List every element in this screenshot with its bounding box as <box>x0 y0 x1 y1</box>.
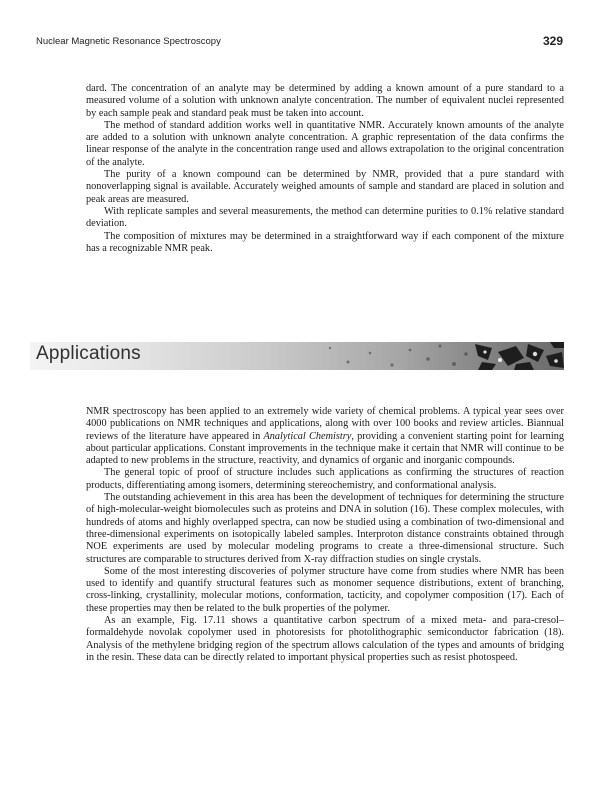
paragraph: The purity of a known compound can be determined by NMR, provided that a pure standard with nonoverlapping signal is available. Accurately weighed amounts of sample and standard are placed in solution and peak areas are measured. <box>86 169 564 205</box>
running-title: Nuclear Magnetic Resonance Spectroscopy <box>36 36 221 47</box>
paragraph: The outstanding achievement in this area has been the development of techniques for determining the structure of high-molecular-weight biomolecules such as proteins and DNA in solution (16). These complex molecules, with hundreds of atoms and highly overlapped spectra, can now be studied using a combination of two-dimensional and three-dimensional experiments on isotopically labeled samples. Interproton distance constraints obtained through NOE experiments are used by molecular modeling programs to create a three-dimensional structure. Such structures are comparable to structures derived from X-ray diffraction studies on single crystals. <box>86 492 564 565</box>
paragraph-text: , providing a convenient starting point for learning about particular applications. Constant improvements in the technique make it certain that NMR will continue to be adapted to new problems in the structure, reactivity, and dynamics of organic and inorganic compounds. <box>86 430 564 467</box>
page-number: 329 <box>542 34 563 48</box>
paragraph: The method of standard addition works well in quantitative NMR. Accurately known amounts of the analyte are added to a solution with unknown analyte concentration. A graphic representation of the data confirms the linear response of the analyte in the concentration range used and allows extrapolation to the original concentration of the analyte. <box>86 119 564 168</box>
paragraph: The general topic of proof of structure includes such applications as confirming the structures of reaction products, differentiating among isomers, determining stereochemistry, and conformational analysis. <box>86 467 564 491</box>
paragraph-text: NMR spectroscopy has been applied to an extremely wide variety of chemical problems. A typical year sees over 4000 publications on NMR techniques and applications, along with over 100 books and review articles. Biannual reviews of the literature have appeared in <box>86 406 564 442</box>
section-title: Applications <box>36 343 141 364</box>
paragraph: dard. The concentration of an analyte may be determined by adding a known amount of a pure standard to a measured volume of a solution with unknown analyte concentration. The number of equivalent nuclei represented by each sample peak and standard peak must be taken into account. <box>86 83 564 119</box>
paragraph: Some of the most interesting discoveries of polymer structure have come from studies where NMR has been used to identify and quantify structural features such as monomer sequence distributions, extent of branching, cross-linking, crystallinity, molecular motions, conformation, tacticity, and copolymer composition (17). Each of these properties may then be related to the bulk properties of the polymer. <box>86 565 564 614</box>
journal-title: Analytical Chemistry <box>263 430 352 442</box>
paragraph: The composition of mixtures may be determined in a straightforward way if each component of the mixture has a recognizable NMR peak. <box>86 230 564 254</box>
paragraph: With replicate samples and several measurements, the method can determine purities to 0.1% relative standard deviation. <box>86 205 564 230</box>
paragraph <box>86 406 564 467</box>
applications-text-block <box>86 406 564 664</box>
section-banner <box>30 342 564 370</box>
top-text-block <box>86 83 564 255</box>
paragraph: As an example, Fig. 17.11 shows a quantitative carbon spectrum of a mixed meta- and para-cresol–formaldehyde novolak copolymer used in photoresists for photolithographic semiconductor fabrication (18). Analysis of the methylene bridging region of the spectrum allows calculation of the types and amounts of bridging in the resin. These data can be directly related to important physical properties such as resist photospeed. <box>86 615 564 663</box>
running-header <box>36 36 563 47</box>
